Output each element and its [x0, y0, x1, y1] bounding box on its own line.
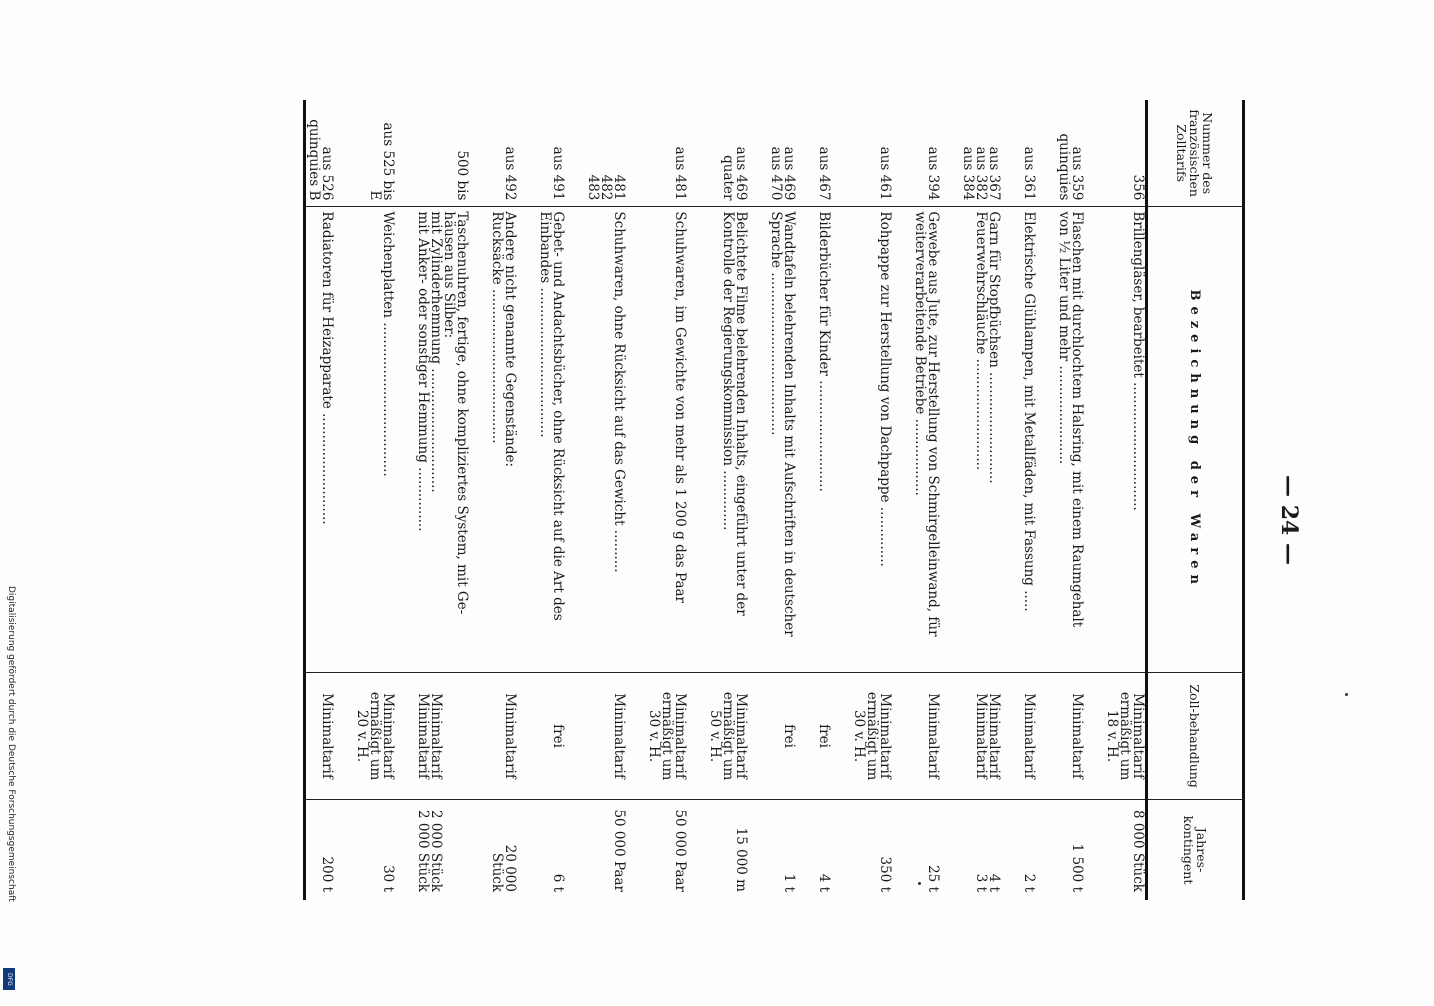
row-description: Weichenplatten ....................................: [354, 207, 395, 673]
row-number: aus 394: [925, 146, 941, 201]
row-description: Elektrische Glühlampen, mit Metallfäden, mit Fassung .....: [1021, 207, 1036, 673]
row-quota: 2 000 Stück 2 000 Stück: [415, 800, 469, 900]
header-number: Nummer des französischen Zolltarifs: [1147, 100, 1244, 207]
row-spacer: [565, 100, 585, 900]
row-treatment: frei: [768, 673, 796, 800]
row-description: Garn für Stopfbüchsen .......................... Feuerwehrschläuche ..........................: [960, 207, 1001, 673]
row-number: aus 492: [502, 146, 518, 201]
spacer-cell: [469, 800, 489, 900]
row-number: aus 367 aus 382 aus 384: [960, 146, 1002, 201]
row-description: Rohpappe zur Herstellung von Dachpappe ..............: [851, 207, 892, 673]
row-description: Radiatoren für Heizapparate ..........................: [305, 207, 335, 673]
spacer-cell: [1084, 207, 1104, 673]
row-treatment: Minimaltarif ermäßigt um 50 v. H.: [707, 673, 748, 800]
row-treatment: Minimaltarif ermäßigt um 30 v. H.: [646, 673, 687, 800]
spacer-cell: [687, 100, 707, 207]
spacer-cell: [626, 207, 646, 673]
row-spacer: [1036, 100, 1056, 900]
row-treatment: Minimaltarif ermäßigt um 30 v. H.: [851, 673, 892, 800]
spacer-cell: [892, 100, 912, 207]
dfg-logo: DFG: [3, 968, 15, 990]
spacer-cell: [1036, 800, 1056, 900]
digitization-note: Digitalisierung gefördert durch die Deutsche Forschungsgemeinschaft: [6, 586, 16, 902]
row-spacer: [892, 100, 912, 900]
table-row: [1021, 100, 1036, 900]
spacer-cell: [469, 100, 489, 207]
row-description: Brillengläser, bearbeitet ..............................: [1104, 207, 1147, 673]
row-spacer: [469, 100, 489, 900]
row-description: Belichtete Filme belehrenden Inhalts, eingeführt unter der Kontrolle der Regierungskommission ..............: [707, 207, 748, 673]
row-quota: 30 t: [354, 800, 395, 900]
row-treatment: Minimaltarif Minimaltarif: [960, 673, 1001, 800]
spacer-cell: [940, 800, 960, 900]
row-description: Gebet- und Andachtsbücher, ohne Rücksicht auf die Art des Einbandes ...................................: [537, 207, 565, 673]
scan-speck: [918, 882, 921, 885]
row-treatment: Minimaltarif: [1056, 673, 1084, 800]
row-spacer: [1084, 100, 1104, 900]
row-number: aus 467: [816, 146, 832, 201]
spacer-cell: [469, 673, 489, 800]
table-row: [768, 100, 796, 900]
table-row: [354, 100, 395, 900]
row-number: 500 bis: [454, 150, 470, 201]
table-row: [537, 100, 565, 900]
spacer-cell: [748, 100, 768, 207]
row-spacer: [1001, 100, 1021, 900]
spacer-cell: [831, 800, 851, 900]
header-quota: Jahres-kontingent: [1147, 800, 1244, 900]
scan-speck: [1345, 693, 1348, 696]
row-spacer: [395, 100, 415, 900]
row-number: aus 461: [877, 146, 893, 201]
row-treatment: Minimaltarif: [1021, 673, 1036, 800]
spacer-cell: [626, 800, 646, 900]
row-treatment: Minimaltarif: [585, 673, 626, 800]
spacer-cell: [892, 800, 912, 900]
rotated-page: [120, 100, 1300, 900]
spacer-cell: [395, 673, 415, 800]
table-row: [646, 100, 687, 900]
table-body: [305, 100, 1147, 900]
spacer-cell: [1036, 100, 1056, 207]
spacer-cell: [831, 207, 851, 673]
row-treatment: Minimaltarif ermäßigt um 18 v. H.: [1104, 673, 1147, 800]
row-treatment: Minimaltarif: [489, 673, 517, 800]
spacer-cell: [334, 100, 354, 207]
table-row: [1104, 100, 1147, 900]
spacer-cell: [395, 100, 415, 207]
row-number: aus 525 bis E: [367, 122, 396, 201]
header-description: Bezeichnung der Waren: [1147, 207, 1244, 673]
spacer-cell: [626, 100, 646, 207]
spacer-cell: [940, 100, 960, 207]
row-description: Wandtafeln belehrenden Inhalts mit Aufschriften in deutscher Sprache ......................................: [768, 207, 796, 673]
spacer-cell: [565, 100, 585, 207]
table-row: [960, 100, 1001, 900]
spacer-cell: [940, 207, 960, 673]
spacer-cell: [831, 673, 851, 800]
row-quota: 4 t: [816, 800, 831, 900]
row-quota: 2 t: [1021, 800, 1036, 900]
row-number: 481 482 483: [585, 174, 627, 201]
spacer-cell: [1001, 673, 1021, 800]
spacer-cell: [687, 207, 707, 673]
row-number: aus 491: [550, 146, 566, 201]
table-row: [585, 100, 626, 900]
row-spacer: [796, 100, 816, 900]
table-row: [1056, 100, 1084, 900]
spacer-cell: [748, 673, 768, 800]
tariff-table: [303, 100, 1245, 900]
row-description: Gewebe aus Jute, zur Herstellung von Schmirgelleinwand, für weiterverarbeitende Betriebe ..................: [912, 207, 940, 673]
row-treatment: Minimaltarif: [305, 673, 335, 800]
spacer-cell: [1036, 673, 1056, 800]
row-spacer: [748, 100, 768, 900]
page-number: — 24 —: [1276, 475, 1302, 565]
spacer-cell: [565, 673, 585, 800]
row-spacer: [687, 100, 707, 900]
row-description: Taschenuhren, fertige, ohne kompliziertes System, mit Ge- häusen aus Silber: mit Zylinderhemmung ............................. mit Anker- oder sonstiger Hemmung ...............: [415, 207, 469, 673]
row-number: aus 361: [1021, 146, 1037, 201]
row-quota: 200 t: [305, 800, 335, 900]
spacer-cell: [687, 800, 707, 900]
row-number: aus 469 quater: [720, 146, 749, 201]
row-quota: 6 t: [537, 800, 565, 900]
row-quota: 4 t 3 t: [960, 800, 1001, 900]
table-row: [816, 100, 831, 900]
spacer-cell: [469, 207, 489, 673]
spacer-cell: [1084, 100, 1104, 207]
row-number: 356: [1130, 174, 1146, 201]
spacer-cell: [395, 207, 415, 673]
row-spacer: [626, 100, 646, 900]
row-number: aus 526 quinquies B: [305, 100, 335, 207]
table-row: [851, 100, 892, 900]
spacer-cell: [334, 207, 354, 673]
row-spacer: [831, 100, 851, 900]
spacer-cell: [831, 100, 851, 207]
spacer-cell: [334, 673, 354, 800]
row-number: aus 481: [672, 146, 688, 201]
row-description: Schuhwaren, im Gewichte von mehr als 1 200 g das Paar: [646, 207, 687, 673]
row-treatment: frei: [816, 673, 831, 800]
row-spacer: [517, 100, 537, 900]
spacer-cell: [565, 800, 585, 900]
row-quota: 1 500 t: [1056, 800, 1084, 900]
table-row: [415, 100, 469, 900]
spacer-cell: [796, 100, 816, 207]
spacer-cell: [1084, 673, 1104, 800]
table-row: [707, 100, 748, 900]
spacer-cell: [796, 673, 816, 800]
spacer-cell: [395, 800, 415, 900]
row-spacer: [334, 100, 354, 900]
row-spacer: [940, 100, 960, 900]
row-treatment: frei: [537, 673, 565, 800]
row-quota: 8 000 Stück: [1104, 800, 1147, 900]
table-row: [912, 100, 940, 900]
row-quota: 15 000 m: [707, 800, 748, 900]
row-quota: 20 000 Stück: [489, 800, 517, 900]
spacer-cell: [796, 800, 816, 900]
spacer-cell: [565, 207, 585, 673]
spacer-cell: [796, 207, 816, 673]
spacer-cell: [687, 673, 707, 800]
row-quota: 50 000 Paar: [585, 800, 626, 900]
table-row: [489, 100, 517, 900]
header-treatment: Zoll-behandlung: [1147, 673, 1244, 800]
spacer-cell: [517, 800, 537, 900]
row-description: Schuhwaren, ohne Rücksicht auf das Gewicht ..........: [585, 207, 626, 673]
spacer-cell: [517, 673, 537, 800]
header-row: [1147, 100, 1244, 900]
table-row: [305, 100, 335, 900]
row-treatment: Minimaltarif: [912, 673, 940, 800]
spacer-cell: [334, 800, 354, 900]
spacer-cell: [1001, 800, 1021, 900]
spacer-cell: [1001, 207, 1021, 673]
row-quota: 1 t: [768, 800, 796, 900]
spacer-cell: [517, 100, 537, 207]
row-treatment: Minimaltarif ermäßigt um 20 v. H.: [354, 673, 395, 800]
spacer-cell: [1001, 100, 1021, 207]
row-treatment: Minimaltarif Minimaltarif: [415, 673, 469, 800]
spacer-cell: [626, 673, 646, 800]
row-number: aus 359 quinquies: [1056, 133, 1085, 201]
spacer-cell: [1036, 207, 1056, 673]
spacer-cell: [1084, 800, 1104, 900]
spacer-cell: [748, 800, 768, 900]
row-description: Bilderbücher für Kinder ..........................: [816, 207, 831, 673]
row-quota: 350 t: [851, 800, 892, 900]
spacer-cell: [517, 207, 537, 673]
row-description: Flaschen mit durchlochtem Halsring, mit einem Raumgehalt von ½ Liter und mehr .......................: [1056, 207, 1084, 673]
row-quota: 25 t: [912, 800, 940, 900]
row-description: Andere nicht genannte Gegenstände: Rucksäcke ....................................: [489, 207, 517, 673]
spacer-cell: [940, 673, 960, 800]
row-quota: 50 000 Paar: [646, 800, 687, 900]
spacer-cell: [892, 207, 912, 673]
spacer-cell: [748, 207, 768, 673]
spacer-cell: [892, 673, 912, 800]
row-number: aus 469 aus 470: [768, 146, 797, 201]
